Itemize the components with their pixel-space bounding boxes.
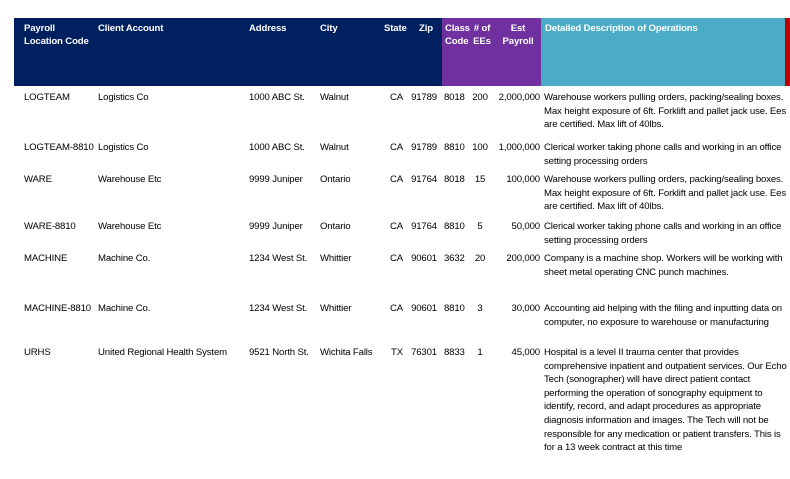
header-state: State [384,23,407,34]
cell-zip: 91764 [411,221,437,232]
cell-desc: Accounting aid helping with the filing and inputting data on computer, no exposure to warehouse or manufacturing [544,303,782,328]
cell-desc: Hospital is a level II trauma center that provides comprehensive inpatient and outpatient services. Our Echo Tech (sonographer) will have direct patient contact performing the operation of sonography equipment to identify, record, and adapt procedures as appropriate diagnosis information and images. The Tech will not be responsible for any medication or patient transfers. This is for a 13 week contract at this time [544,347,787,454]
cell-client: Warehouse Etc [98,221,162,232]
cell-address: 1000 ABC St. [249,92,305,103]
cell-state: CA [389,221,403,232]
header-payroll: Est Payroll [502,23,534,47]
cell-payroll: 100,000 [506,174,540,185]
cell-address: 1234 West St. [249,303,308,314]
cell-code: MACHINE [24,253,68,264]
cell-city: Whittier [320,303,352,314]
cell-payroll: 50,000 [511,221,540,232]
cell-class: 8018 [444,92,465,103]
cell-payroll: 200,000 [506,253,540,264]
cell-payroll: 30,000 [511,303,540,314]
cell-ees: 5 [477,221,483,232]
cell-class: 8018 [444,174,465,185]
cell-zip: 90601 [411,253,437,264]
header-address: Address [249,23,287,34]
cell-city: Walnut [320,92,349,103]
cell-ees: 3 [477,303,483,314]
cell-city: Ontario [320,221,351,232]
cell-desc: Company is a machine shop. Workers will be working with sheet metal operating CNC punch machines. [544,253,783,278]
cell-zip: 76301 [411,347,437,358]
cell-client: Logistics Co [98,142,149,153]
cell-ees: 20 [474,253,486,264]
cell-payroll: 2,000,000 [498,92,540,103]
header-band-red [785,18,790,86]
cell-state: CA [389,174,403,185]
cell-state: CA [389,142,403,153]
cell-code: URHS [24,347,51,358]
cell-state: CA [389,253,403,264]
header-class: Class Code [445,23,470,47]
cell-zip: 91789 [411,142,437,153]
cell-payroll: 45,000 [511,347,540,358]
cell-code: LOGTEAM [24,92,70,103]
cell-code: WARE [24,174,52,185]
cell-ees: 200 [472,92,488,103]
cell-state: CA [389,92,403,103]
cell-state: CA [389,303,403,314]
cell-client: United Regional Health System [98,347,227,358]
header-code: Payroll Location Code [24,23,89,47]
cell-zip: 90601 [411,303,437,314]
cell-class: 3632 [444,253,465,264]
cell-class: 8810 [444,221,465,232]
cell-ees: 15 [474,174,486,185]
cell-ees: 100 [472,142,488,153]
header-zip: Zip [419,23,433,34]
cell-class: 8833 [444,347,465,358]
cell-zip: 91764 [411,174,437,185]
cell-city: Whittier [320,253,352,264]
cell-code: MACHINE-8810 [24,303,91,314]
cell-zip: 91789 [411,92,437,103]
cell-class: 8810 [444,303,465,314]
cell-code: WARE-8810 [24,221,76,232]
cell-class: 8810 [444,142,465,153]
cell-address: 1000 ABC St. [249,142,305,153]
cell-address: 9999 Juniper [249,221,303,232]
cell-client: Logistics Co [98,92,149,103]
cell-code: LOGTEAM-8810 [24,142,94,153]
cell-client: Machine Co. [98,303,151,314]
header-city: City [320,23,338,34]
cell-desc: Warehouse workers pulling orders, packing/sealing boxes. Max height exposure of 6ft. Forklift and pallet jack use. Ees are certified. Max lift of 40lbs. [544,92,787,131]
cell-city: Ontario [320,174,351,185]
cell-address: 9521 North St. [249,347,309,358]
cell-city: Walnut [320,142,349,153]
cell-ees: 1 [477,347,483,358]
cell-client: Machine Co. [98,253,151,264]
cell-payroll: 1,000,000 [498,142,540,153]
cell-state: TX [391,347,403,358]
header-client: Client Account [98,23,164,34]
header-ees: # of EEs [473,23,491,47]
cell-desc: Clerical worker taking phone calls and working in an office setting processing orders [544,142,782,167]
cell-city: Wichita Falls [320,347,373,358]
cell-desc: Clerical worker taking phone calls and working in an office setting processing orders [544,221,782,246]
header-desc: Detailed Description of Operations [545,23,698,34]
cell-address: 9999 Juniper [249,174,303,185]
cell-desc: Warehouse workers pulling orders, packing/sealing boxes. Max height exposure of 6ft. Forklift and pallet jack use. Ees are certified. Max lift of 40lbs. [544,174,787,213]
cell-client: Warehouse Etc [98,174,162,185]
cell-address: 1234 West St. [249,253,308,264]
